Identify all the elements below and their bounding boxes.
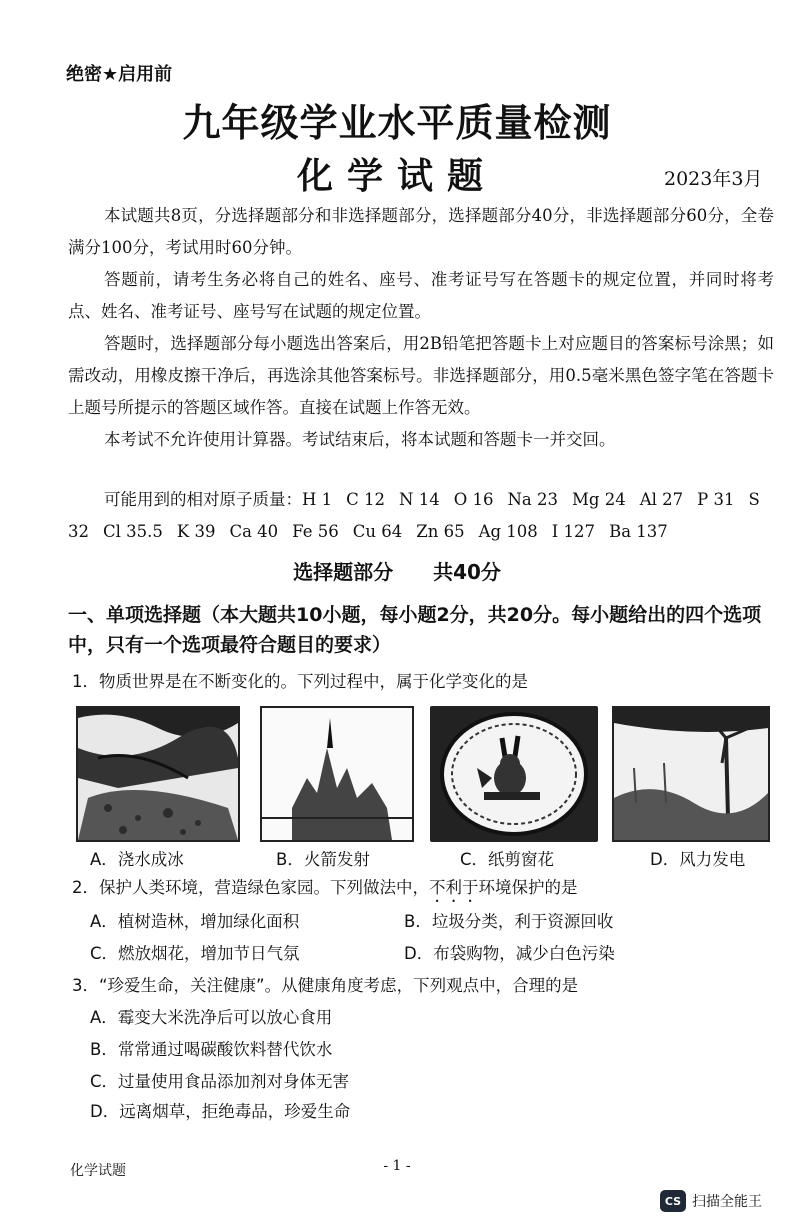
section-name: 选择题部分: [293, 560, 394, 584]
atomic-mass-item: Mg 24: [572, 490, 626, 509]
footer-subject: 化学试题: [70, 1163, 126, 1179]
paper-cut-window-photo: [430, 706, 598, 842]
exam-date: 2023年3月: [664, 168, 763, 190]
atomic-mass-item: Ba 137: [609, 522, 668, 541]
atomic-mass-item: S 32: [68, 490, 760, 541]
wind-power-photo: [612, 706, 770, 842]
question-2-stem-suffix: 环境保护的是: [478, 878, 578, 897]
question-group-heading: 一、单项选择题（本大题共10小题，每小题2分，共20分。每小题给出的四个选项中，只有一个选项最符合题目的要求）: [68, 604, 762, 656]
atomic-mass-list: [68, 484, 774, 548]
atomic-mass-item: Cl 35.5: [103, 522, 163, 541]
atomic-mass-item: Na 23: [507, 490, 558, 509]
question-2-stem: [72, 874, 578, 906]
page-number: - 1 -: [383, 1158, 411, 1174]
instruction-paragraph: 答题时，选择题部分每小题选出答案后，用2B铅笔把答题卡上对应题目的答案标号涂黑；如需改动，用橡皮擦干净后，再选涂其他答案标号。非选择题部分，用0.5毫米黑色签字笔在答题卡上题号所提示的答题区域作答。直接在试题上作答无效。: [68, 334, 774, 417]
question-3-option-b[interactable]: B．常常通过喝碳酸饮料替代饮水: [90, 1040, 333, 1059]
question-2-option-d[interactable]: D．布袋购物，减少白色污染: [404, 944, 615, 963]
question-3-option-c[interactable]: C．过量使用食品添加剂对身体无害: [90, 1072, 350, 1091]
section-total: 共40分: [433, 560, 501, 584]
atomic-mass-item: C 12: [346, 490, 386, 509]
atomic-mass-item: P 31: [697, 490, 735, 509]
atomic-mass-label: 可能用到的相对原子质量：: [104, 490, 302, 509]
camscanner-logo-icon: CS: [660, 1190, 686, 1212]
scanner-name: 扫描全能王: [692, 1194, 762, 1210]
atomic-mass-item: Ca 40: [229, 522, 279, 541]
question-1-stem: 1．物质世界是在不断变化的。下列过程中，属于化学变化的是: [72, 672, 528, 691]
question-1-option-c[interactable]: C．纸剪窗花: [460, 850, 555, 869]
exam-subject: 化学试题: [296, 156, 497, 197]
question-2-option-a[interactable]: A．植树造林，增加绿化面积: [90, 912, 300, 931]
atomic-mass-item: H 1: [302, 490, 333, 509]
exam-title: 九年级学业水平质量检测: [182, 101, 612, 145]
question-1-option-b[interactable]: B．火箭发射: [276, 850, 370, 869]
atomic-mass-item: Ag 108: [478, 522, 538, 541]
instruction-paragraph: 本考试不允许使用计算器。考试结束后，将本试题和答题卡一并交回。: [104, 430, 616, 449]
ice-photo: [76, 706, 240, 842]
atomic-mass-item: O 16: [453, 490, 494, 509]
question-3-option-a[interactable]: A．霉变大米洗净后可以放心食用: [90, 1008, 333, 1027]
scanner-watermark: [660, 1190, 762, 1212]
instruction-paragraph: 答题前，请考生务必将自己的姓名、座号、准考证号写在答题卡的规定位置，并同时将考点、姓名、准考证号、座号写在试题的规定位置。: [68, 270, 774, 321]
atomic-mass-item: Al 27: [639, 490, 684, 509]
question-2-stem-prefix: 2．保护人类环境，营造绿色家园。下列做法中，: [72, 878, 429, 897]
atomic-mass-item: Fe 56: [292, 522, 339, 541]
question-1-option-d[interactable]: D．风力发电: [650, 850, 746, 869]
question-3-stem: 3．“珍爱生命，关注健康”。从健康角度考虑，下列观点中，合理的是: [72, 976, 579, 995]
atomic-mass-item: K 39: [176, 522, 216, 541]
atomic-mass-item: I 127: [551, 522, 596, 541]
atomic-mass-item: Cu 64: [352, 522, 403, 541]
section-title: [0, 556, 794, 585]
question-2-emphasis: 不利于: [429, 878, 479, 897]
question-3-option-d[interactable]: D．远离烟草，拒绝毒品，珍爱生命: [90, 1102, 351, 1121]
question-1-option-a[interactable]: A．浇水成冰: [90, 850, 184, 869]
confidential-mark: 绝密★启用前: [66, 64, 173, 85]
atomic-mass-item: Zn 65: [416, 522, 465, 541]
question-2-option-c[interactable]: C．燃放烟花，增加节日气氛: [90, 944, 300, 963]
atomic-mass-item: N 14: [399, 490, 440, 509]
question-2-option-b[interactable]: B．垃圾分类，利于资源回收: [404, 912, 614, 931]
rocket-launch-photo: [260, 706, 414, 842]
instruction-paragraph: 本试题共8页，分选择题部分和非选择题部分，选择题部分40分，非选择题部分60分，全卷满分100分，考试用时60分钟。: [68, 206, 774, 257]
